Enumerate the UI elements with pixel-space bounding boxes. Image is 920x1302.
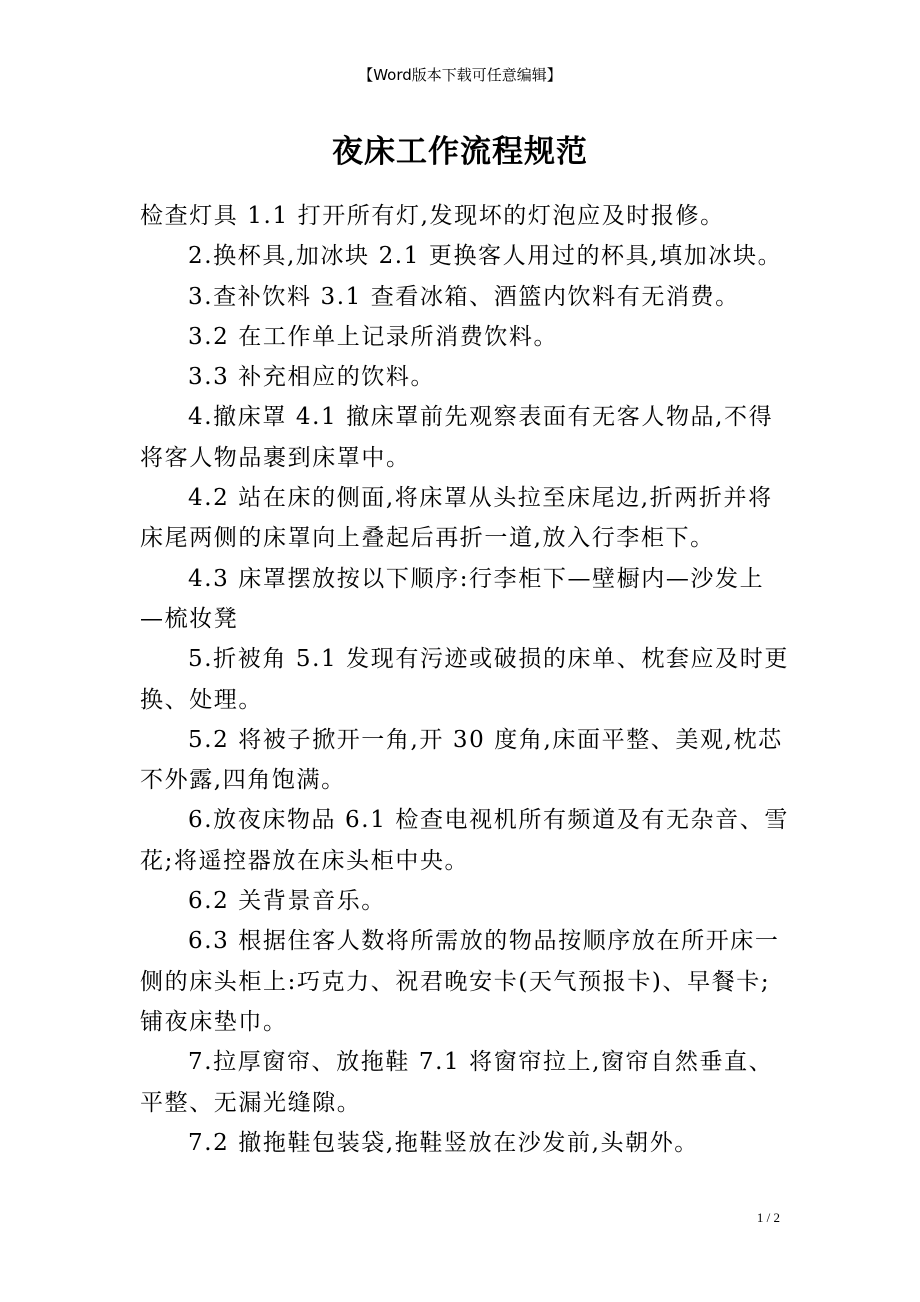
text-line: 花;将遥控器放在床头柜中央。 [140,847,470,874]
paragraph [140,277,800,317]
text-line: 平整、无漏光缝隙。 [140,1089,362,1116]
document-title: 夜床工作流程规范 [332,134,588,170]
paragraph [140,478,800,559]
text-line: 6.2 关背景音乐。 [188,888,386,915]
paragraph [140,720,800,801]
text-line: 3.2 在工作单上记录所消费饮料。 [188,323,559,350]
text-line: 6.放夜床物品 6.1 检查电视机所有频道及有无杂音、雪 [188,807,789,834]
paragraph [140,881,800,921]
text-line: 床尾两侧的床罩向上叠起后再折一道,放入行李柜下。 [140,525,715,552]
text-line: 4.3 床罩摆放按以下顺序:行李柜下—壁橱内—沙发上 [188,565,765,592]
paragraph [140,639,800,720]
paragraph [140,1042,800,1123]
text-line: 5.折被角 5.1 发现有污迹或破损的床单、枕套应及时更 [188,646,789,673]
text-line: 3.查补饮料 3.1 查看冰箱、酒篮内饮料有无消费。 [188,283,740,310]
text-line: 7.拉厚窗帘、放拖鞋 7.1 将窗帘拉上,窗帘自然垂直、 [188,1049,774,1076]
paragraph [140,921,800,1042]
text-line: 4.撤床罩 4.1 撤床罩前先观察表面有无客人物品,不得 [188,404,774,431]
paragraph [140,559,800,640]
text-line: 将客人物品裹到床罩中。 [140,444,411,471]
text-line: 2.换杯具,加冰块 2.1 更换客人用过的杯具,填加冰块。 [188,243,783,270]
paragraph [140,397,800,478]
paragraph [140,317,800,357]
page-number: 1 / 2 [756,1210,780,1225]
text-line: 换、处理。 [140,686,263,713]
text-line: 6.3 根据住客人数将所需放的物品按顺序放在所开床一 [188,928,780,955]
text-line: 检查灯具 1.1 打开所有灯,发现坏的灯泡应及时报修。 [140,203,725,229]
text-line: 3.3 补充相应的饮料。 [188,364,436,391]
paragraph [140,196,800,236]
document-header: 【Word版本下载可任意编辑】 [358,66,562,84]
text-line: 侧的床头柜上:巧克力、祝君晚安卡(天气预报卡)、早餐卡; [140,968,771,995]
paragraph [140,800,800,881]
text-line: 铺夜床垫巾。 [140,1008,288,1035]
text-line: 5.2 将被子掀开一角,开 30 度角,床面平整、美观,枕芯 [188,726,783,753]
text-line: —梳妆凳 [140,605,239,632]
paragraph [140,357,800,397]
paragraph [140,1123,800,1163]
document-body [140,196,800,1163]
text-line: 不外露,四角饱满。 [140,767,346,794]
text-line: 4.2 站在床的侧面,将床罩从头拉至床尾边,折两折并将 [188,485,773,512]
text-line: 7.2 撤拖鞋包装袋,拖鞋竖放在沙发前,头朝外。 [188,1129,699,1156]
paragraph [140,236,800,276]
